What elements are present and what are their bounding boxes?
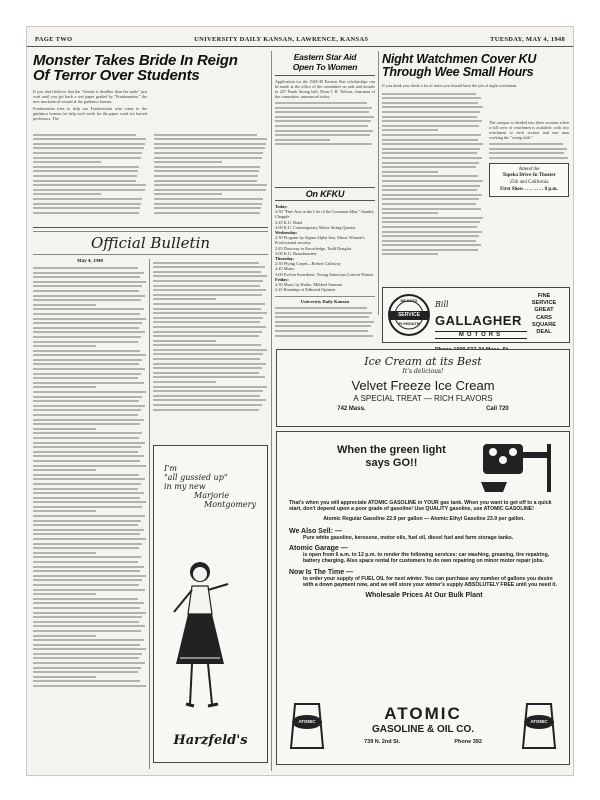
atomic-intro: That's when you will appreciate ATOMIC GASOLINE in YOUR gas tank. When you want to get off to a quick start, don't depend upon a poor grade of gasoline! Use QUALITY gasoline, use ATOMIC GASOLINE!: [289, 500, 552, 513]
garage-heading: Atomic Garage —: [289, 545, 348, 553]
page-header: [27, 27, 573, 47]
theater-line: Attend the: [518, 166, 540, 172]
eastern-star-headline: Eastern Star Aid Open To Women: [292, 53, 358, 72]
kfku-day-label: Wednesday:: [275, 230, 298, 236]
body-text-lines: [275, 307, 375, 337]
eastern-star-text: Application for the 1948-49 Eastern Star scholarships can be made at the office of the committee on aids and awards in 227 Frank Strong hall, Dean J. H. Nelson, chairman of the committee, announced today.: [275, 79, 375, 100]
gallagher-slogan-word: SERVICE: [531, 300, 557, 307]
icecream-tagline: Ice Cream at its Best: [364, 355, 482, 368]
newspaper-name: UNIVERSITY DAILY KANSAN, LAWRENCE, KANSAS: [194, 36, 369, 43]
gallagher-slogan-word: DEAL: [536, 329, 552, 336]
harzfelds-logo: Harzfeld's: [173, 733, 248, 748]
gallagher-prefix: Bill: [435, 300, 449, 309]
badge-middle-text: SERVICE: [398, 312, 420, 318]
bulletin-date: May 4, 1948: [77, 259, 103, 264]
kfku-day-label: Friday:: [275, 276, 289, 282]
icecream-phone: Call 720: [486, 406, 509, 412]
wholesale-line: Wholesale Prices At Our Bulk Plant: [365, 592, 483, 600]
gallagher-slogan-word: CARS: [536, 314, 552, 321]
monster-headline: Monster Takes Bride In Reign Of Terror Over Students: [33, 53, 238, 84]
badge-top-text: DE SOTO: [400, 299, 418, 303]
kfku-program-item: [275, 272, 375, 277]
gallagher-name: GALLAGHER: [435, 313, 522, 328]
drive-in-theater-ad: [489, 163, 569, 197]
night-watchmen-article: [382, 53, 570, 283]
theater-address: 25th and California: [509, 180, 549, 186]
bulletin-title: Official Bulletin: [33, 231, 268, 255]
gallagher-slogan-word: GREAT: [534, 307, 554, 314]
kfku-program-text: 2:30 Music by Radio, Mildred Seaman: [275, 282, 342, 288]
atomic-address: 739 N. 2nd St.: [364, 739, 401, 745]
kansan-masthead: University Daily Kansan: [275, 296, 375, 304]
kfku-program-text: 2:45 Doorway to Knowledge, Todd Douglas: [275, 245, 352, 251]
issue-date: TUESDAY, MAY 4, 1948: [490, 36, 565, 43]
atomic-prices: Atomic Regular Gasoline 22.9 per gallon — Atomic Ethyl Gasoline 23.9 per gallon.: [323, 516, 525, 523]
harzfelds-ad: [153, 445, 268, 763]
night-watchmen-sidebar: The campus is divided into three sections when a full crew of watchmen is available, with two watchmen to each section and one man working the "swing shift.": [489, 120, 569, 141]
handwriting-line: Marjorie: [194, 491, 230, 500]
monster-paragraph: If you don't believe that the "female is deadlier than the male" just wait until you get back a test paper graded by "Frankenstein," the new mechanical wizard at the guidance bureau.: [33, 89, 147, 105]
now-heading: Now Is The Time —: [289, 568, 354, 576]
monster-article: [33, 53, 268, 225]
bulletin-col-2: [153, 259, 268, 439]
kfku-program-text: 3:00 K.U. Brandmasters: [275, 250, 317, 256]
handwriting-line: Montgomery: [204, 500, 256, 509]
atomic-pump-logo-icon: [287, 702, 327, 752]
icecream-offer: A SPECIAL TREAT — RICH FLAVORS: [353, 394, 493, 403]
newspaper-page: [26, 26, 574, 776]
kfku-program-text: 3:00 K.U. Contemporary Music String Quartet: [275, 224, 356, 230]
body-text-lines: [33, 267, 147, 687]
gallagher-motors-label: MOTORS: [435, 331, 527, 339]
green-light-line-1: When the green light: [337, 444, 446, 456]
kfku-program-item: [275, 256, 375, 266]
kfku-program-text: 2:30 "Fine Arts in the Life of the Common Man," Stanley Chapple: [275, 209, 375, 220]
handwriting-line: "all gussied up": [164, 473, 228, 482]
monster-paragraph: Frankenstein tries to help our Frankenstein who come to the guidance bureau for help each week for the paper work for barred professors. The: [33, 106, 147, 122]
kfku-program-text: 2:30 Flying Carpet—Robert Callaway: [275, 261, 341, 267]
kfku-program-text: 2:45 K.U. Band: [275, 219, 303, 225]
body-text-lines: [382, 93, 484, 256]
page-number: PAGE TWO: [35, 36, 73, 43]
also-sell-heading: We Also Sell: —: [289, 527, 342, 535]
gallagher-motors-ad: [382, 287, 570, 343]
traffic-light-icon: [477, 438, 555, 496]
gallagher-slogan-word: SQUARE: [532, 321, 556, 328]
velvet-freeze-ad: [276, 349, 570, 427]
kfku-program-text: 2:45 Music: [275, 266, 295, 272]
official-bulletin: [33, 231, 268, 257]
kfku-program-text: 2:30 Program by Sigma Alpha Iota, Music Women's Professional sorority.: [275, 235, 365, 246]
handwriting-line: in my new: [164, 482, 206, 491]
body-text-lines: [33, 131, 268, 221]
handwriting-line: I'm: [164, 464, 177, 473]
kfku-program-text: 3:00 Evelyn Swarthout, Young American Concert Pianist: [275, 271, 374, 277]
icecream-sub: It's delicious!: [402, 368, 444, 375]
kfku-title: On KFKU: [275, 187, 375, 201]
atomic-pump-logo-icon: [519, 702, 559, 752]
body-text-lines: [275, 102, 375, 145]
eastern-star-article: [275, 53, 375, 183]
atomic-gasoline-ad: [276, 431, 570, 765]
kfku-program-item: [275, 204, 375, 220]
kfku-program-item: [275, 287, 375, 292]
atomic-company: GASOLINE & OIL CO.: [371, 724, 475, 735]
bulletin-col-1: [33, 259, 147, 769]
green-light-line-2: says GO!!: [365, 457, 418, 469]
pump-logo-text-right: ATOMIC: [530, 719, 548, 724]
kfku-day-label: Thursday:: [275, 256, 295, 262]
night-watchmen-lead: If you think you climb a lot of stairs you should have the job of night watchman.: [382, 83, 518, 88]
kfku-program-item: [275, 277, 375, 287]
also-sell-text: Pure white gasoline, kerosene, motor oils, fuel oil, diesel fuel and farm storage tanks.: [303, 534, 514, 541]
theater-showtime: First Show . . . . . . . . 8 p.m.: [500, 186, 558, 192]
icecream-brand: Velvet Freeze Ice Cream: [351, 378, 495, 393]
garage-text: is open from 6 a.m. to 12 p.m. to render the following services: car washing, greasing, tire repairing, battery charging. Also space rental for customers to do own repairing on minor motor repair jobs.: [303, 552, 550, 565]
kfku-program-item: [275, 230, 375, 246]
atomic-phone: Phone 392: [454, 739, 482, 745]
theater-name: Topeka Drive-In Theater: [502, 173, 556, 179]
badge-bottom-text: PLYMOUTH: [398, 322, 420, 326]
gallagher-slogan-word: FINE: [537, 293, 551, 299]
kfku-day-label: Today:: [275, 204, 288, 209]
icecream-address: 742 Mass.: [337, 406, 366, 412]
body-text-lines: [153, 262, 268, 411]
woman-illustration: [162, 554, 242, 724]
now-text: to order your supply of FUEL OIL for next winter. You can purchase any number of gallons you desire with a down payment now, and we will store your winter's supply ABSOLUTELY FREE until you need it.: [303, 575, 557, 589]
atomic-brand: ATOMIC: [384, 704, 462, 723]
night-watchmen-headline: Night Watchmen Cover KU Through Wee Small Hours: [382, 53, 537, 79]
pump-logo-text-left: ATOMIC: [298, 719, 316, 724]
kfku-program-text: 2:45 Roundup of Editorial Opinion: [275, 287, 336, 293]
body-text-lines: [489, 143, 569, 159]
